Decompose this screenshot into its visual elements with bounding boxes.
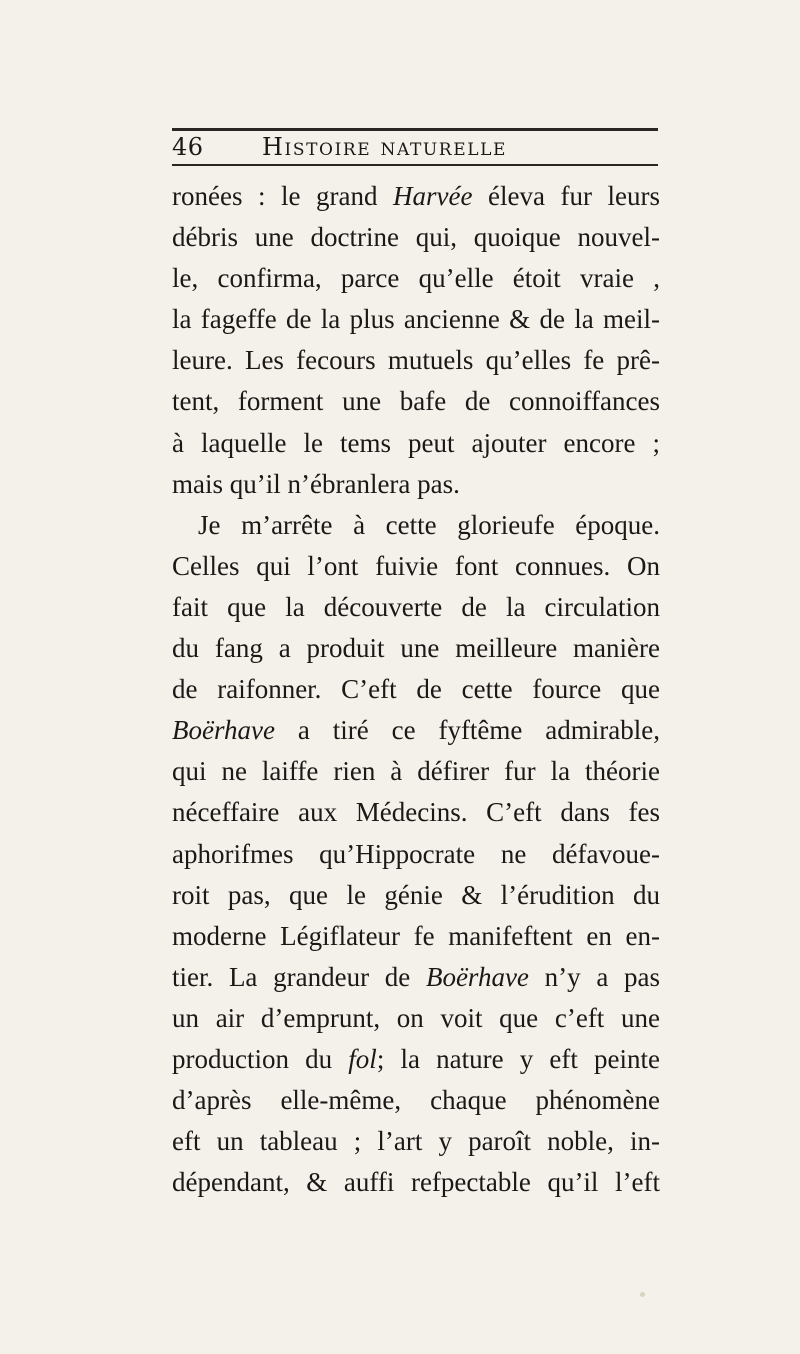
text-segment: aphorifmes qu’Hippocrate ne défavoue- <box>172 838 660 869</box>
text-segment: qui ne laiffe rien à défirer fur la théorie <box>172 756 660 787</box>
text-line <box>172 505 660 546</box>
text-line <box>172 957 660 998</box>
text-line <box>172 1039 660 1080</box>
text-segment: Celles qui l’ont fuivie font connues. On <box>172 550 660 581</box>
text-line <box>172 834 660 875</box>
text-segment: a tiré ce fyftême admirable, <box>274 715 660 746</box>
text-segment: n’y a pas <box>528 961 660 992</box>
text-segment: du fang a produit une meilleure manière <box>172 633 660 664</box>
text-segment: la fageffe de la plus ancienne & de la meil- <box>172 304 660 335</box>
text-line <box>172 464 660 505</box>
text-segment: dépendant, & auffi refpectable qu’il l’eft <box>172 1167 660 1198</box>
text-line <box>172 217 660 258</box>
text-line <box>172 1162 660 1203</box>
text-line <box>172 751 660 792</box>
text-line <box>172 875 660 916</box>
text-segment: d’après elle-même, chaque phénomène <box>172 1085 660 1116</box>
text-line <box>172 176 660 217</box>
ink-speck <box>640 1292 645 1297</box>
page-header <box>172 128 658 168</box>
text-line <box>172 710 660 751</box>
text-line <box>172 381 660 422</box>
text-segment: tent, forment une bafe de connoiffances <box>172 386 660 417</box>
text-segment: roit pas, que le génie & l’érudition du <box>172 879 660 910</box>
text-line <box>172 299 660 340</box>
italic-name: Boërhave <box>172 715 275 746</box>
text-line <box>172 998 660 1039</box>
text-segment: Je m’arrête à cette glorieufe époque. <box>198 509 660 540</box>
text-segment: leure. Les fecours mutuels qu’elles fe prê- <box>172 345 660 376</box>
page-number: 46 <box>172 133 204 161</box>
text-segment: ronées : le grand <box>172 181 394 211</box>
text-segment: le, confirma, parce qu’elle étoit vraie , <box>172 263 660 294</box>
text-segment: eft un tableau ; l’art y paroît noble, in- <box>172 1126 660 1157</box>
text-line <box>172 792 660 833</box>
text-segment: néceffaire aux Médecins. C’eft dans fes <box>172 797 660 828</box>
text-segment: un air d’emprunt, on voit que c’eft une <box>172 1002 660 1033</box>
text-segment: à laquelle le tems peut ajouter encore ; <box>172 427 660 458</box>
text-line <box>172 587 660 628</box>
text-segment: débris une doctrine qui, quoique nouvel- <box>172 222 660 253</box>
text-line <box>172 258 660 299</box>
italic-name: Harvée <box>393 181 473 211</box>
italic-name: Boërhave <box>425 961 529 992</box>
text-line <box>172 546 660 587</box>
text-line <box>172 916 660 957</box>
text-segment: mais qu’il n’ébranlera pas. <box>172 468 460 499</box>
text-segment: de raifonner. C’eft de cette fource que <box>172 674 660 705</box>
running-head: Histoire naturelle <box>262 133 508 161</box>
text-line <box>172 340 660 381</box>
header-rule-bottom <box>172 164 658 166</box>
text-segment: tier. La grandeur de <box>172 961 426 992</box>
text-line <box>172 423 660 464</box>
text-line <box>172 628 660 669</box>
body-text <box>172 176 660 1203</box>
italic-name: fol <box>348 1043 377 1074</box>
text-segment: production du <box>172 1043 349 1074</box>
text-line <box>172 669 660 710</box>
header-rule-top <box>172 128 658 131</box>
text-line <box>172 1080 660 1121</box>
text-line <box>172 1121 660 1162</box>
text-segment: moderne Légiflateur fe manifeftent en en- <box>172 920 660 951</box>
text-segment: fait que la découverte de la circulation <box>172 591 660 622</box>
text-segment: éleva fur leurs <box>472 181 660 211</box>
text-segment: ; la nature y eft peinte <box>376 1043 660 1074</box>
